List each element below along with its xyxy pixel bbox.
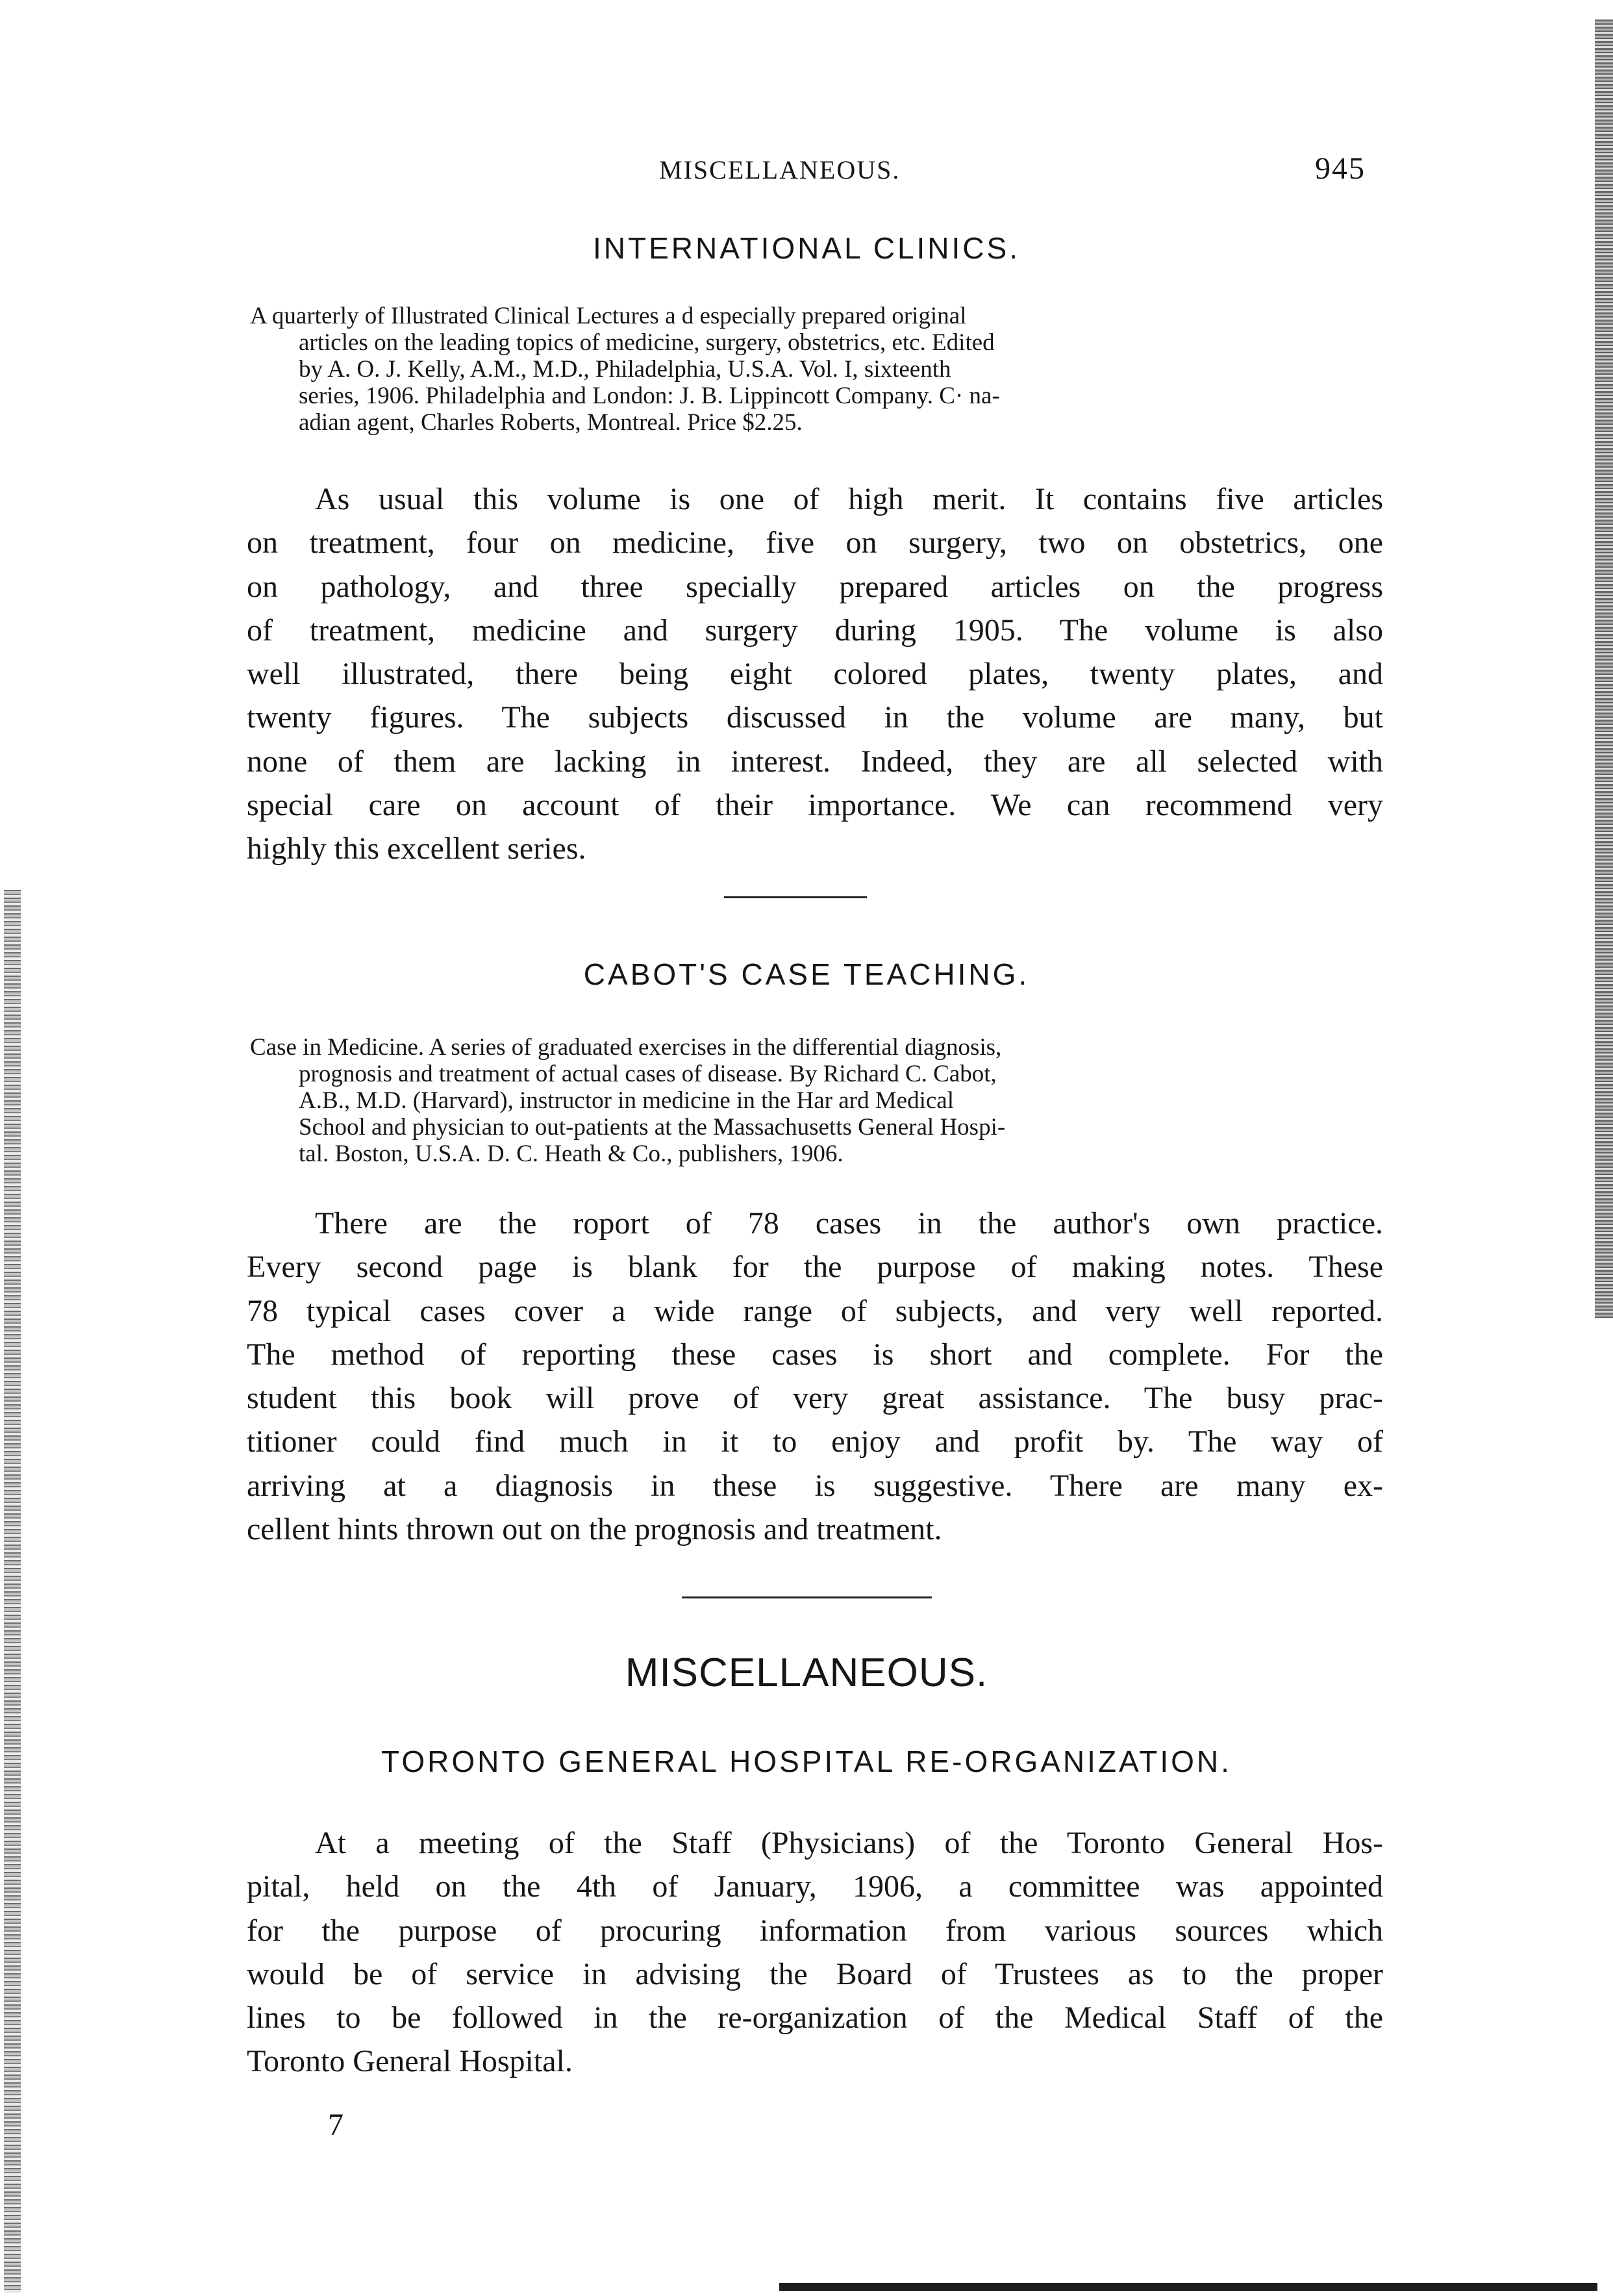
- page-number: 945: [1315, 151, 1366, 186]
- main-heading-miscellaneous: MISCELLANEOUS.: [625, 1650, 988, 1695]
- review-paragraph-cabots-case-teaching: [247, 1202, 1383, 1551]
- section-divider: [682, 1596, 932, 1598]
- paragraph-line: titioner could find much in it to enjoy and profit by. The way of: [247, 1424, 1383, 1459]
- section-heading-toronto-hospital: TORONTO GENERAL HOSPITAL RE-ORGANIZATION.: [381, 1745, 1232, 1778]
- paragraph-line: highly this excellent series.: [247, 831, 586, 866]
- paragraph-line: 78 typical cases cover a wide range of subjects, and very well reported.: [247, 1293, 1383, 1328]
- running-head-title: MISCELLANEOUS.: [659, 155, 901, 184]
- citation-line: School and physician to out-patients at the Massachusetts General Hospi-: [299, 1114, 1006, 1141]
- section-divider: [724, 896, 867, 898]
- paragraph-line: Toronto General Hospital.: [247, 2044, 573, 2079]
- paragraph-line: There are the roport of 78 cases in the author's own practice.: [315, 1206, 1383, 1241]
- citation-line: series, 1906. Philadelphia and London: J. B. Lippincott Company. C· na-: [299, 383, 1000, 409]
- paragraph-line: The method of reporting these cases is short and complete. For the: [247, 1337, 1383, 1372]
- review-paragraph-international-clinics: [247, 477, 1383, 871]
- paragraph-line: on treatment, four on medicine, five on surgery, two on obstetrics, one: [247, 525, 1383, 561]
- paragraph-line: arriving at a diagnosis in these is suggestive. There are many ex-: [247, 1468, 1383, 1503]
- paragraph-line: special care on account of their importance. We can recommend very: [247, 788, 1383, 823]
- citation-line: adian agent, Charles Roberts, Montreal. Price $2.25.: [299, 409, 803, 436]
- citation-international-clinics: [250, 303, 1383, 436]
- paragraph-line: lines to be followed in the re-organization of the Medical Staff of the: [247, 2000, 1383, 2036]
- paragraph-line: twenty figures. The subjects discussed in the volume are many, but: [247, 700, 1383, 735]
- paragraph-toronto-hospital: [247, 1821, 1383, 2084]
- paragraph-line: none of them are lacking in interest. Indeed, they are all selected with: [247, 744, 1383, 779]
- paragraph-line: cellent hints thrown out on the prognosis and treatment.: [247, 1512, 942, 1547]
- scan-edge-bottom: [779, 2283, 1597, 2291]
- paragraph-line: At a meeting of the Staff (Physicians) of the Toronto General Hos-: [315, 1826, 1383, 1860]
- citation-line: prognosis and treatment of actual cases of disease. By Richard C. Cabot,: [299, 1061, 997, 1087]
- citation-line: articles on the leading topics of medicine, surgery, obstetrics, etc. Edited: [299, 329, 995, 356]
- paragraph-line: student this book will prove of very great assistance. The busy prac-: [247, 1381, 1383, 1416]
- scan-edge-right: [1595, 19, 1613, 1318]
- citation-line: A.B., M.D. (Harvard), instructor in medicine in the Har ard Medical: [299, 1087, 954, 1114]
- paragraph-line: of treatment, medicine and surgery during 1905. The volume is also: [247, 612, 1383, 648]
- section-heading-cabots-case-teaching: CABOT'S CASE TEACHING.: [583, 957, 1030, 991]
- paragraph-line: would be of service in advising the Board of Trustees as to the proper: [247, 1956, 1383, 1991]
- scan-edge-left: [4, 890, 21, 2293]
- citation-line: by A. O. J. Kelly, A.M., M.D., Philadelphia, U.S.A. Vol. I, sixteenth: [299, 356, 951, 383]
- paragraph-line: Every second page is blank for the purpose of making notes. These: [247, 1250, 1383, 1285]
- section-heading-international-clinics: INTERNATIONAL CLINICS.: [593, 231, 1020, 265]
- citation-line: tal. Boston, U.S.A. D. C. Heath & Co., publishers, 1906.: [299, 1141, 844, 1167]
- citation-line: Case in Medicine. A series of graduated exercises in the differential diagnosis,: [250, 1034, 1002, 1061]
- paragraph-line: on pathology, and three specially prepared articles on the progress: [247, 569, 1383, 604]
- paragraph-line: As usual this volume is one of high merit. It contains five articles: [315, 482, 1383, 516]
- signature-mark: 7: [328, 2108, 344, 2142]
- paragraph-line: pital, held on the 4th of January, 1906, a committee was appointed: [247, 1869, 1383, 1904]
- citation-cabots-case-teaching: [250, 1034, 1383, 1167]
- citation-line: A quarterly of Illustrated Clinical Lectures a d especially prepared original: [250, 303, 967, 329]
- paragraph-line: for the purpose of procuring information from various sources which: [247, 1913, 1383, 1948]
- paragraph-line: well illustrated, there being eight colored plates, twenty plates, and: [247, 657, 1383, 692]
